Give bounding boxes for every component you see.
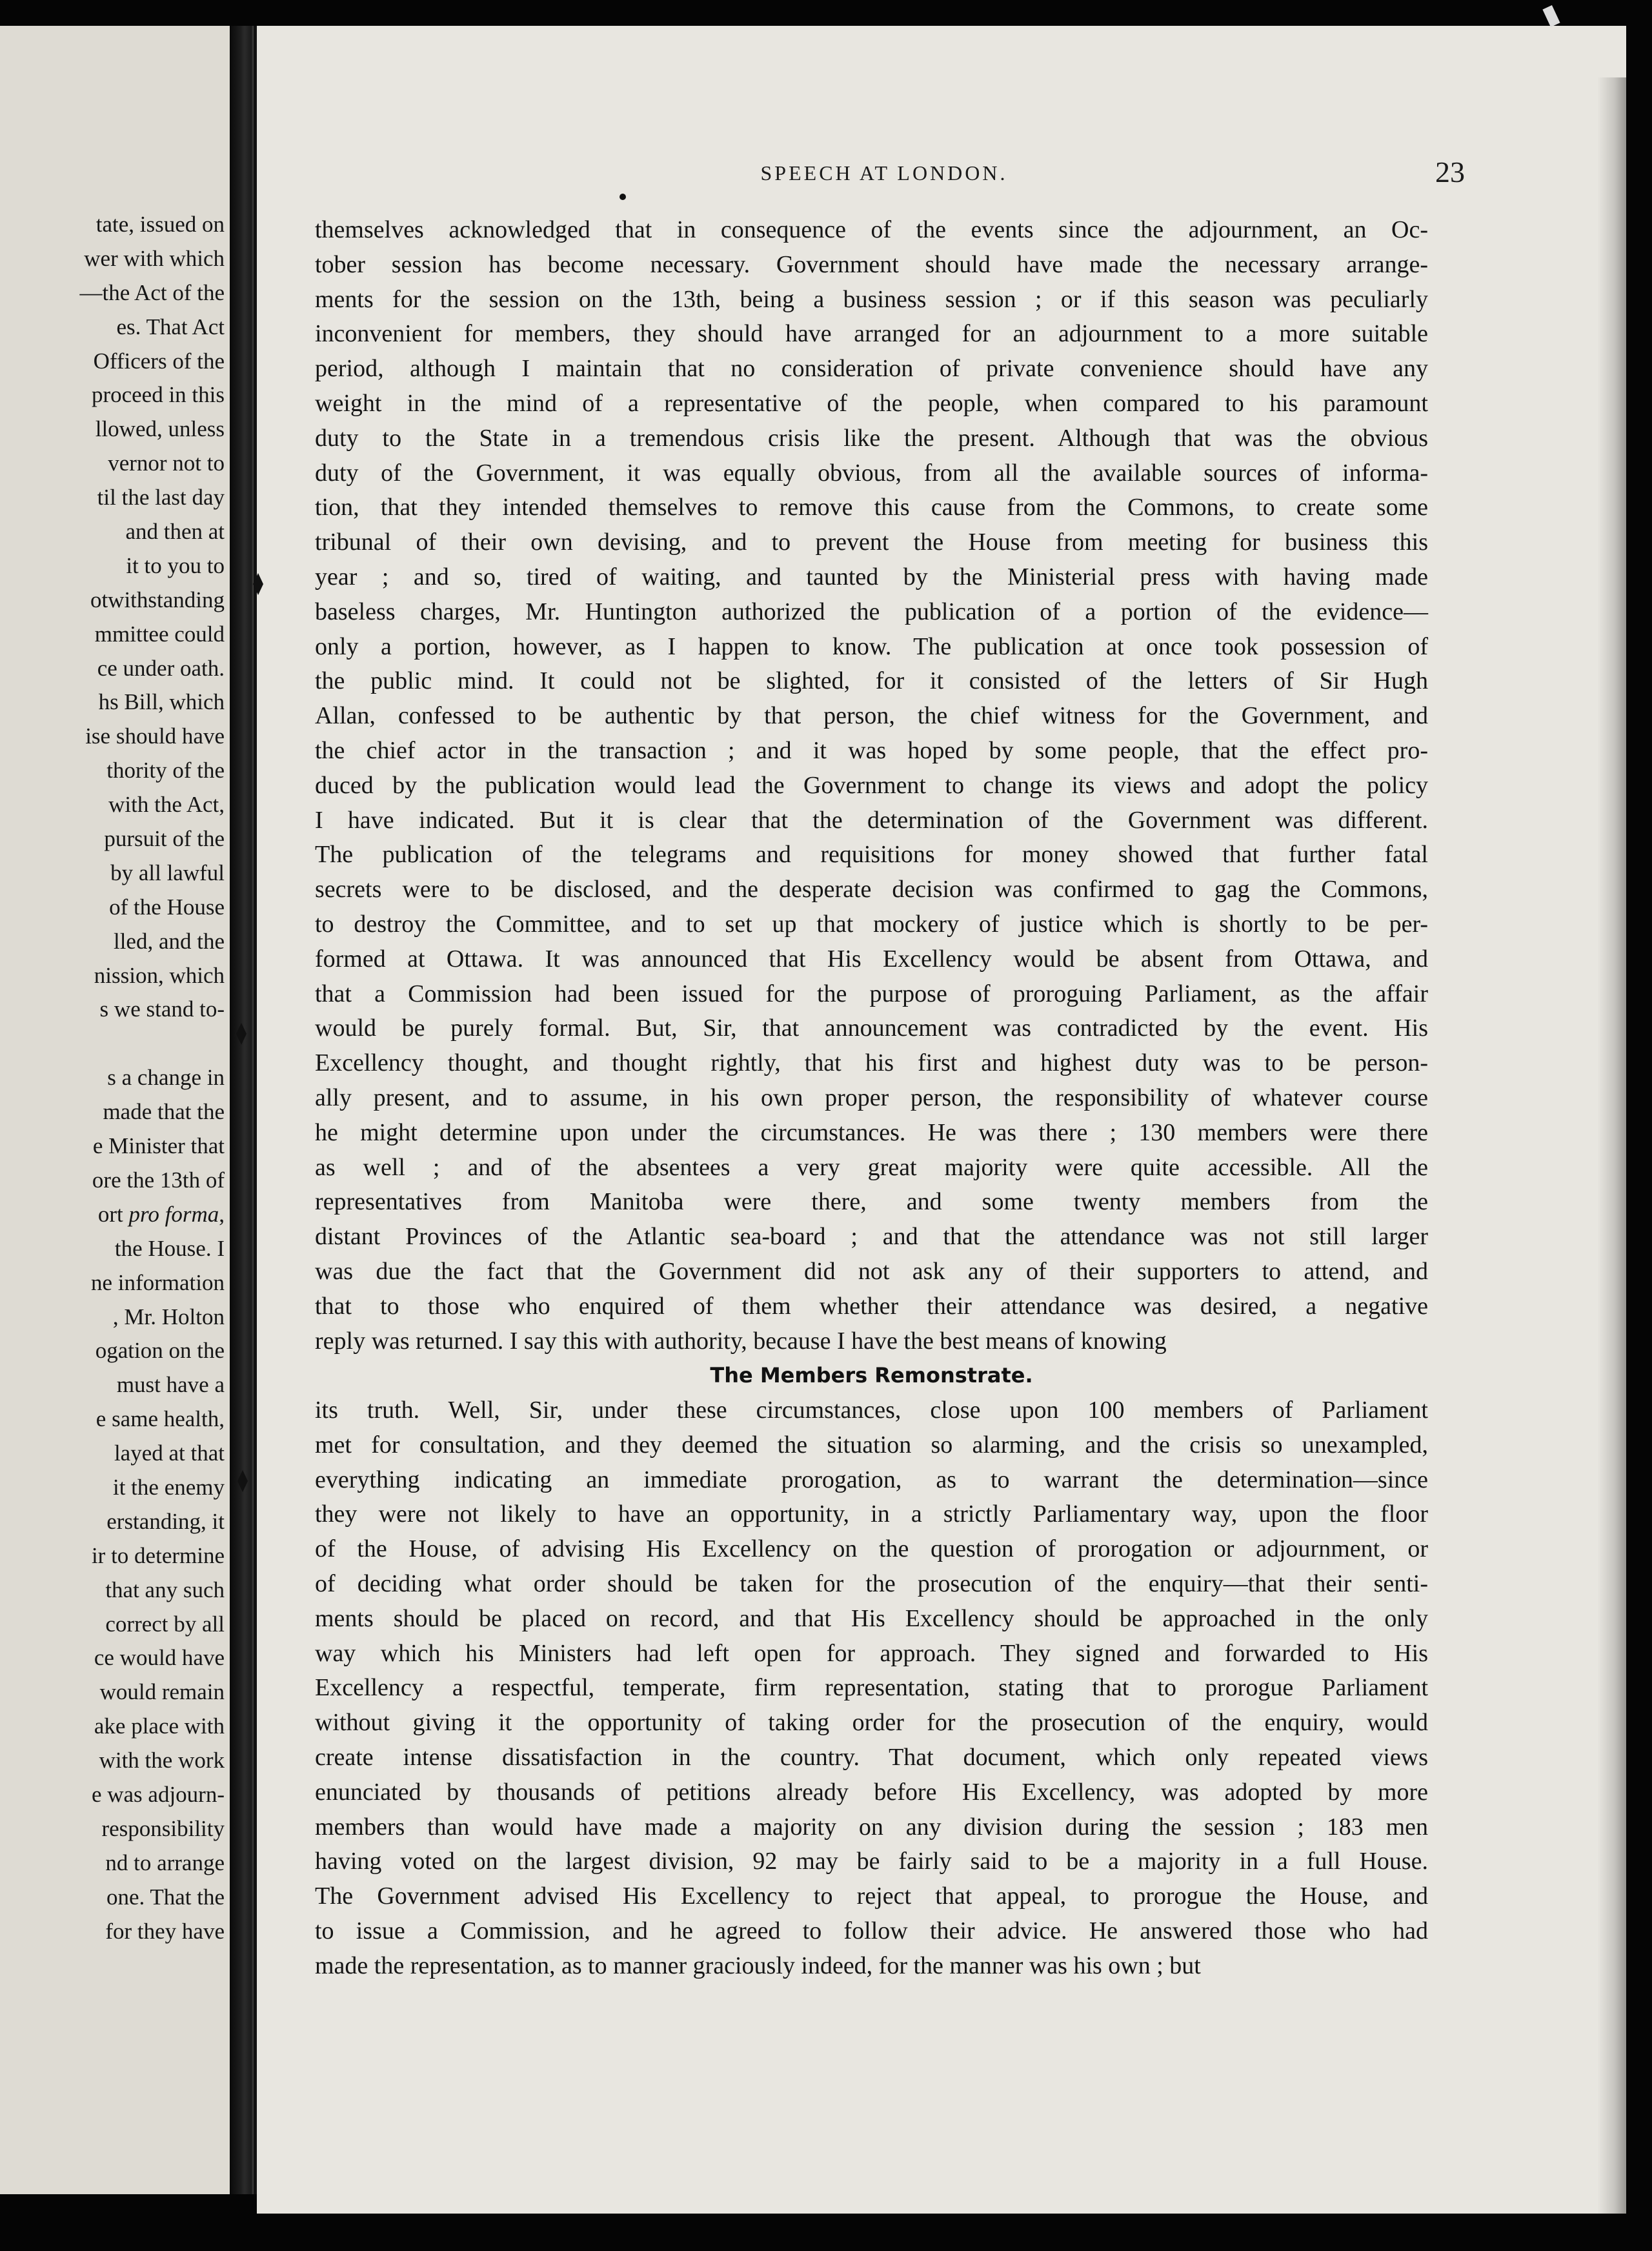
text-line: having voted on the largest division, 92 may be fairly said to be a majority in a full House.: [315, 1848, 1428, 1875]
text-line: ments should be placed on record, and that His Excellency should be approached in the only: [315, 1604, 1428, 1632]
previous-page-line: with the Act,: [108, 792, 225, 818]
text-line: ally present, and to assume, in his own proper person, the responsibility of whatever course: [315, 1084, 1428, 1111]
previous-page-line: e was adjourn-: [91, 1781, 225, 1807]
previous-page-line: til the last day: [97, 485, 225, 510]
text-line: duty of the Government, it was equally obvious, from all the available sources of informa-: [315, 459, 1428, 487]
previous-page-line: s we stand to-: [99, 996, 225, 1022]
previous-page-line: Officers of the: [93, 348, 225, 374]
text-line: duty to the State in a tremendous crisis like the present. Although that was the obvious: [315, 424, 1428, 452]
text-line: would be purely formal. But, Sir, that announcement was contradicted by the event. His: [315, 1014, 1428, 1042]
text-line: The Government advised His Excellency to reject that appeal, to prorogue the House, and: [315, 1883, 1428, 1910]
text-line: tion, that they intended themselves to remove this cause from the Commons, to create some: [315, 494, 1428, 521]
previous-page-line: ne information: [90, 1269, 225, 1295]
text-line: Allan, confessed to be authentic by that person, the chief witness for the Government, and: [315, 702, 1428, 730]
text-line: themselves acknowledged that in consequence of the events since the adjournment, an Oc-: [315, 216, 1428, 243]
previous-page-line: —the Act of the: [79, 279, 225, 305]
previous-page-line: lled, and the: [113, 928, 225, 954]
book-gutter: [230, 26, 257, 2194]
body-paragraph-after-heading: [315, 1393, 1428, 1984]
previous-page-line: es. That Act: [116, 314, 225, 339]
text-line: of deciding what order should be taken for the prosecution of the enquiry—that their senti-: [315, 1570, 1428, 1598]
previous-page-line: ise should have: [85, 723, 225, 749]
previous-page-line: ogation on the: [95, 1338, 225, 1364]
previous-page-line: by all lawful: [110, 860, 225, 885]
previous-page-line: ort pro forma,: [97, 1201, 225, 1227]
text-line: made the representation, as to manner graciously indeed, for the manner was his own ; but: [315, 1952, 1201, 1979]
previous-page-line: ce under oath.: [97, 655, 225, 681]
previous-page-line: with the work: [99, 1748, 225, 1773]
previous-page-line: hs Bill, which: [98, 689, 225, 715]
previous-page-line: would remain: [99, 1679, 225, 1705]
previous-page-line: for they have: [105, 1918, 225, 1944]
section-heading: The Members Remonstrate.: [710, 1363, 1033, 1388]
text-line: to issue a Commission, and he agreed to follow their advice. He answered those who had: [315, 1917, 1428, 1945]
text-line: he might determine upon under the circumstances. He was there ; 130 members were there: [315, 1118, 1428, 1146]
previous-page-line: layed at that: [114, 1440, 225, 1466]
text-line: weight in the mind of a representative of the people, when compared to his paramount: [315, 389, 1428, 417]
text-line: representatives from Manitoba were there, and some twenty members from the: [315, 1188, 1428, 1216]
text-line: way which his Ministers had left open for approach. They signed and forwarded to His: [315, 1639, 1428, 1667]
previous-page-line: ake place with: [94, 1713, 225, 1739]
previous-page-line: vernor not to: [108, 450, 225, 476]
previous-page-line: e Minister that: [92, 1133, 225, 1159]
text-line: baseless charges, Mr. Huntington authorized the publication of a portion of the evidence—: [315, 598, 1428, 625]
text-line: year ; and so, tired of waiting, and taunted by the Ministerial press with having made: [315, 563, 1428, 591]
text-line: Excellency a respectful, temperate, firm representation, stating that to prorogue Parliament: [315, 1674, 1428, 1702]
text-line: distant Provinces of the Atlantic sea-board ; and that the attendance was not still larger: [315, 1223, 1428, 1251]
text-line: formed at Ottawa. It was announced that His Excellency would be absent from Ottawa, and: [315, 945, 1428, 973]
previous-page-line: llowed, unless: [95, 416, 225, 442]
running-head: SPEECH AT LONDON.: [760, 161, 1008, 185]
body-text: [315, 213, 1428, 1984]
previous-page-line: pursuit of the: [104, 826, 225, 852]
previous-page-line: tate, issued on: [96, 212, 225, 237]
text-line: period, although I maintain that no consideration of private convenience should have any: [315, 355, 1428, 383]
previous-page-line: wer with which: [84, 245, 225, 271]
text-line: members than would have made a majority on any division during the session ; 183 men: [315, 1813, 1428, 1841]
text-line: that a Commission had been issued for the purpose of proroguing Parliament, as the affair: [315, 980, 1428, 1007]
previous-page-line: e same health,: [96, 1406, 225, 1432]
text-line: The publication of the telegrams and requisitions for money showed that further fatal: [315, 841, 1428, 869]
previous-page-line: it to you to: [126, 552, 225, 578]
text-line: secrets were to be disclosed, and the desperate decision was confirmed to gag the Commons,: [315, 876, 1428, 903]
text-line: the chief actor in the transaction ; and it was hoped by some people, that the effect pro-: [315, 736, 1428, 764]
previous-page-line: the House. I: [114, 1235, 225, 1261]
text-line: everything indicating an immediate prorogation, as to warrant the determination—since: [315, 1466, 1428, 1493]
previous-page-line: ore the 13th of: [92, 1167, 225, 1193]
text-line: met for consultation, and they deemed the situation so alarming, and the crisis so unexampled,: [315, 1431, 1428, 1459]
body-paragraph-before-heading: [315, 213, 1428, 1358]
text-line: that to those who enquired of them whether their attendance was desired, a negative: [315, 1292, 1428, 1320]
previous-page-text-column: [79, 208, 225, 1948]
previous-page-line: s a change in: [107, 1065, 225, 1091]
text-line: enunciated by thousands of petitions already before His Excellency, was adopted by more: [315, 1778, 1428, 1806]
previous-page-line: and then at: [125, 519, 225, 545]
previous-page-line: thority of the: [106, 758, 225, 783]
text-line: ments for the session on the 13th, being a business session ; or if this season was peculiarly: [315, 285, 1428, 313]
text-line: its truth. Well, Sir, under these circumstances, close upon 100 members of Parliament: [315, 1397, 1428, 1424]
text-line: create intense dissatisfaction in the country. That document, which only repeated views: [315, 1744, 1428, 1772]
text-line: reply was returned. I say this with authority, because I have the best means of knowing: [315, 1327, 1167, 1355]
previous-page-line: nd to arrange: [105, 1850, 225, 1875]
previous-page-line: ir to determine: [91, 1542, 225, 1568]
text-line: only a portion, however, as I happen to know. The publication at once took possession of: [315, 632, 1428, 660]
text-line: was due the fact that the Government did not ask any of their supporters to attend, and: [315, 1257, 1428, 1285]
scan-corner-mark: [1542, 5, 1560, 27]
text-line: to destroy the Committee, and to set up that mockery of justice which is shortly to be per-: [315, 910, 1428, 938]
previous-page-line: [79, 1027, 225, 1061]
previous-page-line: ce would have: [94, 1645, 225, 1671]
text-line: Excellency thought, and thought rightly, that his first and highest duty was to be person-: [315, 1049, 1428, 1077]
previous-page-line: nission, which: [94, 962, 225, 988]
text-line: inconvenient for members, they should have arranged for an adjournment to a more suitable: [315, 320, 1428, 348]
text-line: without giving it the opportunity of taking order for the prosecution of the enquiry, would: [315, 1709, 1428, 1737]
previous-page-line: one. That the: [106, 1884, 225, 1910]
previous-page-line: responsibility: [101, 1815, 225, 1841]
text-line: as well ; and of the absentees a very great majority were quite accessible. All the: [315, 1153, 1428, 1181]
text-line: duced by the publication would lead the Government to change its views and adopt the policy: [315, 771, 1428, 799]
previous-page-line: of the House: [109, 894, 225, 920]
text-line: tober session has become necessary. Government should have made the necessary arrange-: [315, 250, 1428, 278]
ink-speck: [620, 194, 626, 200]
previous-page-line: mmittee could: [94, 621, 225, 647]
previous-page-line: otwithstanding: [90, 587, 225, 612]
text-line: the public mind. It could not be slighted, for it consisted of the letters of Sir Hugh: [315, 667, 1428, 695]
previous-page-line: , Mr. Holton: [112, 1304, 225, 1329]
previous-page-line: proceed in this: [91, 382, 225, 408]
previous-page-line: must have a: [116, 1372, 225, 1398]
text-line: of the House, of advising His Excellency on the question of prorogation or adjournment, or: [315, 1535, 1428, 1563]
text-line: tribunal of their own devising, and to prevent the House from meeting for business this: [315, 529, 1428, 556]
text-line: they were not likely to have an opportunity, in a strictly Parliamentary way, upon the floor: [315, 1500, 1428, 1528]
previous-page-line: correct by all: [105, 1611, 225, 1637]
previous-page-line: that any such: [105, 1577, 225, 1602]
previous-page-line: made that the: [103, 1099, 225, 1125]
page-number: 23: [1435, 156, 1465, 188]
page-edge-shadow: [1597, 77, 1626, 2214]
previous-page-fragment: [0, 26, 230, 2194]
text-line: I have indicated. But it is clear that the determination of the Government was different.: [315, 806, 1428, 834]
previous-page-line: erstanding, it: [106, 1508, 225, 1534]
previous-page-line: it the enemy: [112, 1474, 225, 1500]
